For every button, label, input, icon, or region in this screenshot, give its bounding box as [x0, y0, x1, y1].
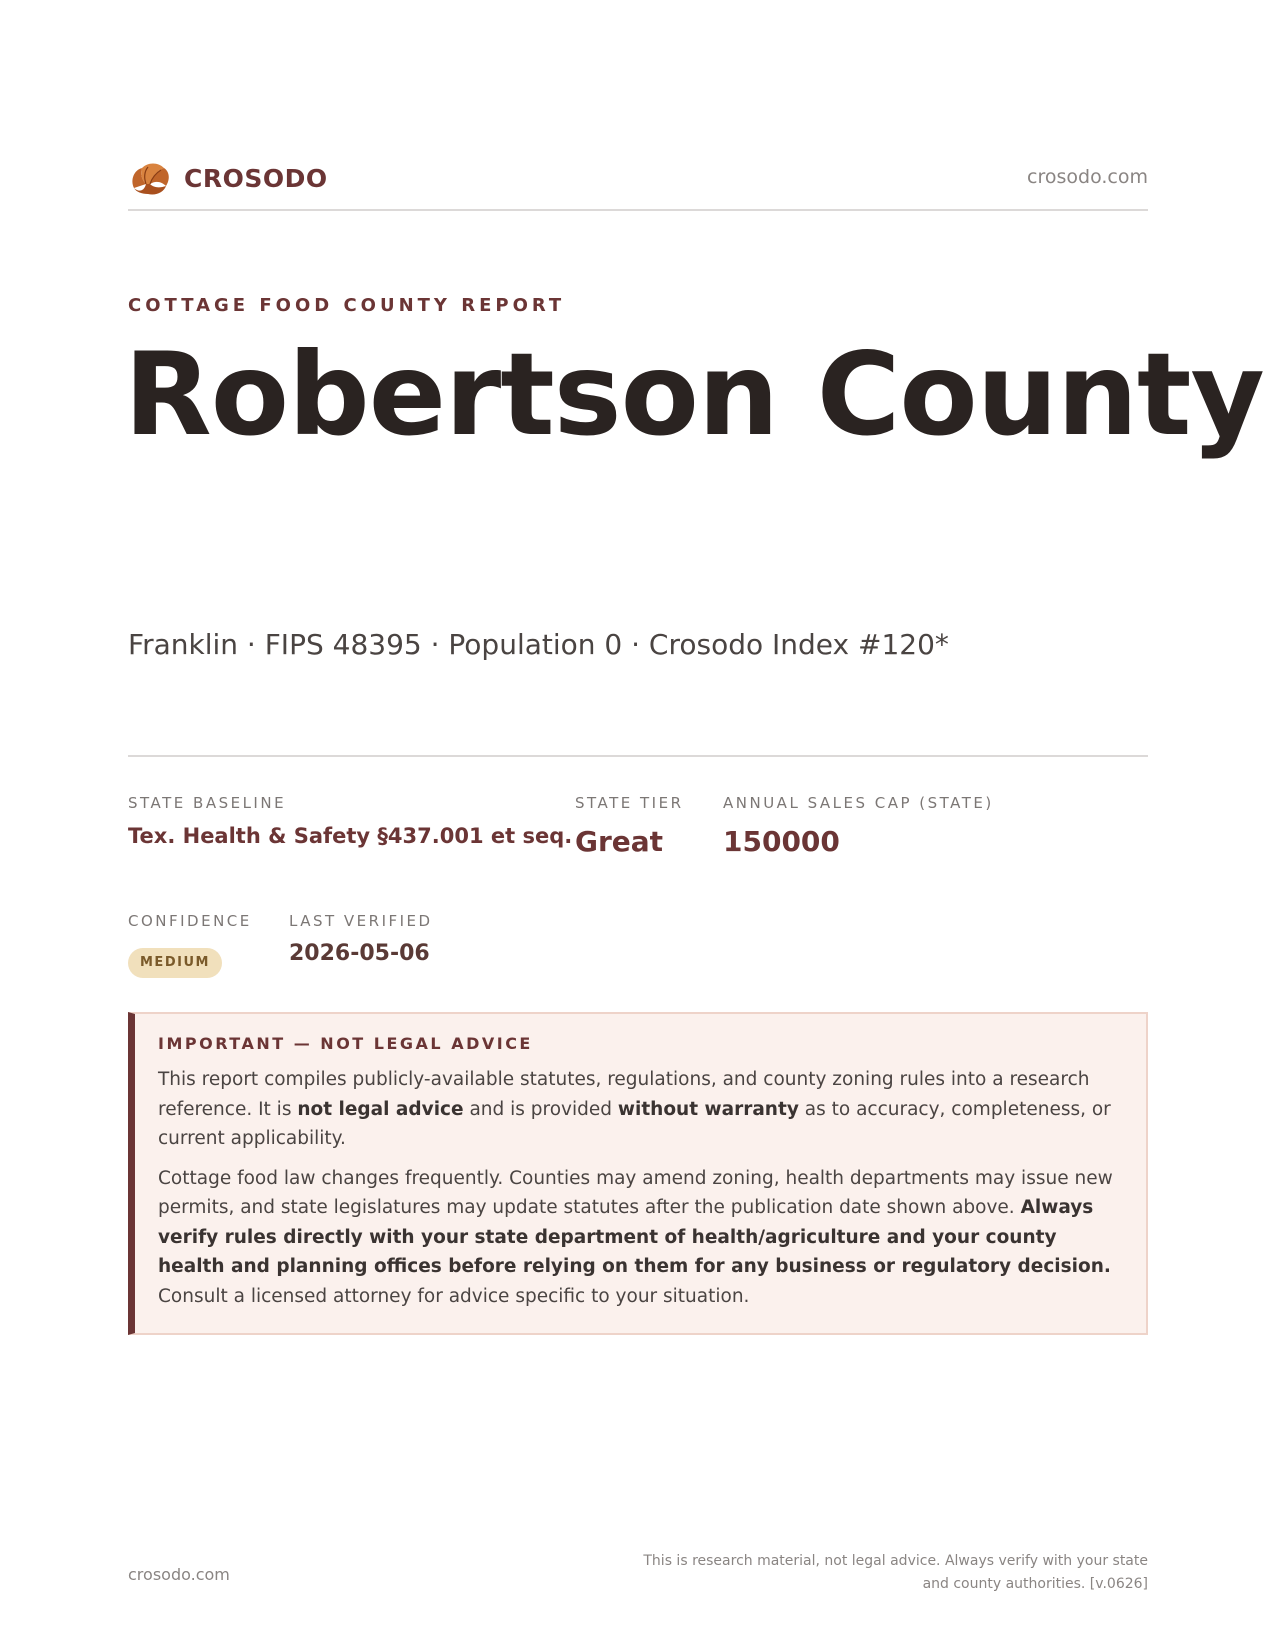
- state-baseline-value: Tex. Health & Safety §437.001 et seq.: [128, 824, 573, 848]
- brand-name: CROSODO: [184, 163, 328, 193]
- state-tier-value: Great: [575, 825, 664, 858]
- last-verified-value: 2026-05-06: [289, 941, 430, 966]
- footer-disclaimer-line-1: This is research material, not legal advice. Always verify with your state: [643, 1553, 1148, 1569]
- notice-paragraph-1: This report compiles publicly-available statutes, regulations, and county zoning rules into a research reference. It is not legal advice and is provided without warranty as to accuracy, completeness, or current applicability.: [158, 1069, 1111, 1149]
- state-tier-label: STATE TIER: [575, 794, 684, 812]
- brand: [128, 158, 328, 198]
- sales-cap-value: 150000: [723, 825, 840, 858]
- header-url[interactable]: crosodo.com: [1027, 166, 1148, 188]
- county-title: Robertson County: [124, 328, 1264, 461]
- confidence-badge: MEDIUM: [128, 948, 222, 978]
- county-subtitle: Franklin · FIPS 48395 · Population 0 · Crosodo Index #120*: [128, 628, 949, 661]
- footer-url[interactable]: crosodo.com: [128, 1565, 230, 1584]
- legal-notice: [128, 1012, 1148, 1335]
- footer-disclaimer-line-2: and county authorities. [v.0626]: [922, 1576, 1148, 1592]
- croissant-icon: [128, 158, 172, 198]
- report-eyebrow: COTTAGE FOOD COUNTY REPORT: [128, 295, 566, 316]
- sales-cap-label: ANNUAL SALES CAP (STATE): [723, 794, 994, 812]
- confidence-label: CONFIDENCE: [128, 912, 252, 930]
- notice-title: IMPORTANT — NOT LEGAL ADVICE: [158, 1034, 533, 1053]
- last-verified-label: LAST VERIFIED: [289, 912, 433, 930]
- section-divider: [128, 755, 1148, 757]
- header-divider: [128, 209, 1148, 211]
- page-header: [128, 158, 1148, 210]
- footer-disclaimer: [608, 1550, 1148, 1596]
- notice-paragraph-2: Cottage food law changes frequently. Counties may amend zoning, health departments may issue new permits, and state legislatures may update statutes after the publication date shown above. Always verify rules directly with your state department of health/agriculture and your county health and planning offices before relying on them for any business or regulatory decision. Consult a licensed attorney for advice specific to your situation.: [158, 1167, 1113, 1307]
- report-page: [124, 0, 1264, 1650]
- state-baseline-label: STATE BASELINE: [128, 794, 287, 812]
